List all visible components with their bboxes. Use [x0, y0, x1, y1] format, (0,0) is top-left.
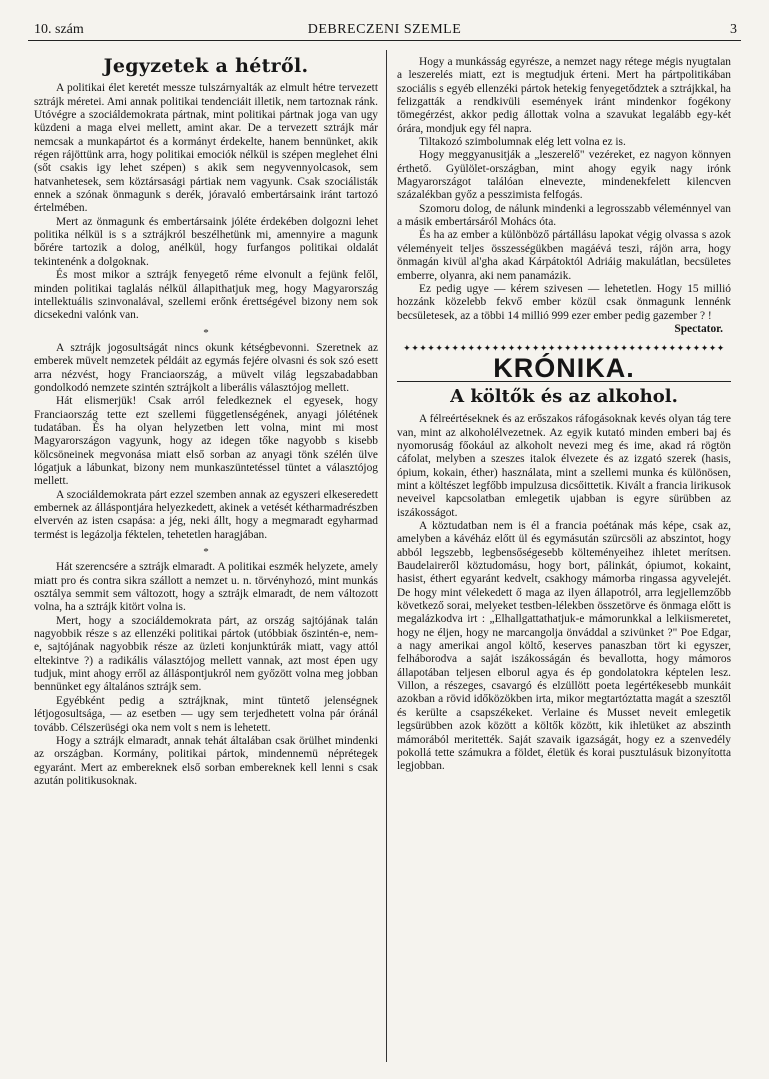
- section-separator: *: [203, 546, 209, 559]
- paragraph: Hogy meggyanusitják a „leszerelő" vezéreket, ez nagyon könnyen érthető. Gyülölet-országban, mint ahogy egyik nagy irónk Magyarországot találóan elnevezte, mindenekfelett kilencven százalékban győz a pesszimista felfogás.: [397, 149, 731, 202]
- right-column: [397, 52, 731, 1067]
- left-column: [34, 52, 378, 1067]
- section-heading-kronika: KRÓNIKA.: [493, 352, 635, 383]
- paragraph: És most mikor a sztrájk fenyegető réme elvonult a fejünk felől, minden politikai taglalás nélkül állapithatjuk meg, hogy Magyarország intellektuális szinvonalával, szellemi erőnk érettségével bizony nem sok dicsekedni valónk van.: [34, 269, 378, 322]
- paragraph: Hát szerencsére a sztrájk elmaradt. A politikai eszmék helyzete, amely miatt pro és contra sikra szállott a nemzet u. n. törvényhozó, mint munkás osztálya semmit sem változott, hogy a sztrájk elmaradt, de nem változott volna, ha a sztrájk kitört volna is.: [34, 561, 378, 614]
- paragraph: Hogy a munkásság egyrésze, a nemzet nagy rétege mégis nyugtalan a leszerelés miatt, ezt is megtudjuk érteni. Mert ha pártpolitikában szociális s egyéb ellenzéki pártok hetekig fenyegetődztek a sztrájkkal, ha felizgatták a rendkivüli események iránt mindenkor fogékony tömegérzést, akkor pedig állottak volna a szavukat legalább egy-két órára, mondjuk egy fél napra.: [397, 56, 731, 135]
- page-number: 3: [730, 22, 737, 37]
- paragraph: Mert az önmagunk és embertársaink jóléte érdekében dolgozni lehet politika nélkül is s a sztrájkról beszélhetünk mi, amennyire a magunk bőrére tartozik a dolog, anélkül, hogy furfangos politikai oldalát tekintenénk a dolgoknak.: [34, 215, 378, 268]
- ornamental-divider: ✦✦✦✦✦✦✦✦✦✦✦✦✦✦✦✦✦✦✦✦✦✦✦✦✦✦✦✦✦✦✦✦✦✦✦✦✦✦✦✦: [403, 343, 725, 354]
- paragraph: A szociáldemokrata párt ezzel szemben annak az egyszeri elkeseredett embernek az álláspontjára helyezkedett, akinek a vetését kétharmadrészben elvervén az isten csapása: a jég, neki állt, hogy a megmaradt egyharmad termést is legázolja féktelen, tehetetlen haragjában.: [34, 488, 378, 541]
- issue-number: 10. szám: [34, 22, 84, 37]
- section-title: Jegyzetek a hétről.: [103, 55, 309, 77]
- paragraph: A politikai élet keretét messze tulszárnyalták az elmult hétre tervezett sztrájk méretei. Ami annak politikai tendenciáit illetik, nem tartoznak ránk. Utóvégre a szociáldemokrata pártnak, mint politikai pártnak joga van ugy küzdeni a maga elvei mellett, amint akar. De a tervezett sztrájk már nemcsak a munkapártot és a kormányt érdekelte, hanem bennünket, akik régen rájöttünk arra, hogy politikai emociók nélkül is szépen meglehet élni (sőt csakis igy lehet szépen) s akik sem negyvennyolcasok, sem hatvanhetesek, sem köztársasági pártiak nem vagyunk. Csak szociálisták ennek a szónak önmagunk s derék, jóravaló embertársaink iránt tartozó értelmében.: [34, 82, 378, 215]
- publication-title: DEBRECZENI SZEMLE: [307, 22, 462, 37]
- paragraph: Szomoru dolog, de nálunk mindenki a legrosszabb véleménnyel van a másik embertársáról Mohács óta.: [397, 202, 731, 229]
- paragraph: Ez pedig ugye — kérem szivesen — lehetetlen. Hogy 15 millió hozzánk közelebb fekvő ember közül csak önmagunk lennénk becsületesek, az a többi 14 millió 999 ezer ember pedig gazember ? !: [397, 282, 731, 322]
- paragraph: A sztrájk jogosultságát nincs okunk kétségbevonni. Szeretnek az emberek müvelt nemzetek példáit az egymás fejére olvasni és sok szó esett arra nézvést, hogy Franciaország, a müvelt világ legszabadabban gondolkodó nemzete szintén sztrájkolt a liberális választójog mellett.: [34, 341, 378, 394]
- paragraph: Hogy a sztrájk elmaradt, annak tehát általában csak örülhet mindenki az országban. Kormány, politikai pártok, mindennemü néprétegek egyaránt. Mert az embereknek első sorban embereknek kell lenni s csak azután politikusoknak.: [34, 734, 378, 787]
- paragraph: És ha az ember a különböző pártállásu lapokat végig olvassa s azok véleményeit teljes összességükben magáévá teszi, rájön arra, hogy önmagán kivül al'gha akad Kárpátoktól Adriáig makulátlan, becsületes emberre, olyanra, aki nem panamázik.: [397, 229, 731, 282]
- column-divider: [386, 50, 387, 1062]
- paragraph: Hát elismerjük! Csak arról feledkeznek el egyesek, hogy Franciaország tette ezt szellemi függetlenségének, anyagi jólétének tudatában. És ha olyan helyzetben lett volna, mint mi most Magyarországon vagyunk, hogy az idegen tőke nagyobb s kisebb kölcsöneinek megvonása miatt első sorban az anyagi tönk szélén ülve lógatjuk a lábunkat, bizony nem munkaszüntetéssel tüntet a választójog mellett.: [34, 395, 378, 488]
- paragraph: Egyébként pedig a sztrájknak, mint tüntető jelenségnek létjogosultsága, — az esetben — ugy sem terjedhetett volna pár óránál tovább. Célszerüségi oka nem volt s nem is lehetett.: [34, 694, 378, 734]
- paragraph: Tiltakozó szimbolumnak elég lett volna ez is.: [419, 136, 626, 149]
- header-rule: [28, 40, 741, 41]
- page-header: [28, 20, 741, 42]
- paragraph: A köztudatban nem is él a francia poétának más képe, csak az, amelyben a kávéház előtt ül és egymásután szürcsöli az abszintot, hogy abból legszebb, legbensőségesebb költeményeihez ihletet merítsen. Baudelaireről köztudomásu, hogy bort, pálinkát, ópiumot, kokaint, hasist, éthert egyaránt kedvelt, csakhogy mámorba ringassa agyvelejét. De hogy mint vélekedett ő maga az ilyen állapotról, arra legjellemzőbb következő sorai, melyeket testben-lélekben összetörve és önmaga előtt is megalázkodva irt : „Elhallgattathatjuk-e mámorunkkal a lelkiismeretet, hogy ne éljen, hogy ne marcangolja önváddal a szivünket ?" Poe Edgar, a nagy amerikai angol költő, keserves panaszban tört ki egyszer, felháborodva a saját iszákosságán és bevallotta, hogy mámoros állapotában teljesen elborul agya és ép gondolatokra képtelen lesz. Villon, a részeges, csavargó és elzüllött poeta legértékesebb munkáit azokban a rövid időközökben irta, mikor megtartóztatta magát a szesztől és kerülte a csapszékeket. Verlaine és Musset neveit emlegetik legsürübben azok között a költők között, kik ihletüket az abszinth mámorából meritették. Saját szavaik igazságát, hogy ez a szenvedély pokollá tette számukra a földet, életük és korai pusztulásuk bizonyította legjobban.: [397, 520, 731, 773]
- paragraph: Mert, hogy a szociáldemokrata párt, az ország sajtójának talán nagyobbik része s az ellenzéki politikai pártok (utóbbiak őszintén-e, nem-e, sajtójának nagyobbik része az üzleti konjunktúrák miatt, vagy attól eltekintve ?) a radikális választójog mellett vannak, azt most épen ugy tudjuk, mint ahogy erről az álláspontjukról nem győzött volna meg jobban bennünket egy általános sztrájk sem.: [34, 614, 378, 694]
- section-separator: *: [203, 326, 209, 339]
- author-signature: Spectator.: [674, 322, 723, 335]
- article-title: A költők és az alkohol.: [450, 385, 678, 407]
- paragraph: A félreértéseknek és az erőszakos ráfogásoknak kevés olyan tág tere van, mint az alkoholélvezetnek. Az egyik kutató minden emberi baj és nyomoruság főokául az alkoholt nevezi meg és ime, akad rá rögtön cáfolat, melyben a szeszes italok élvezete és az izgató szerek (hasis, ópium, kokain, éther) használata, mint a szellemi munka és különösen, mint a költészet legfőbb impulzusa dicsőittetik. Kivált a francia lirikusok neveivel kapcsolatban emlegetik ujabban is egyre sürübben az iszákosságot.: [397, 413, 731, 519]
